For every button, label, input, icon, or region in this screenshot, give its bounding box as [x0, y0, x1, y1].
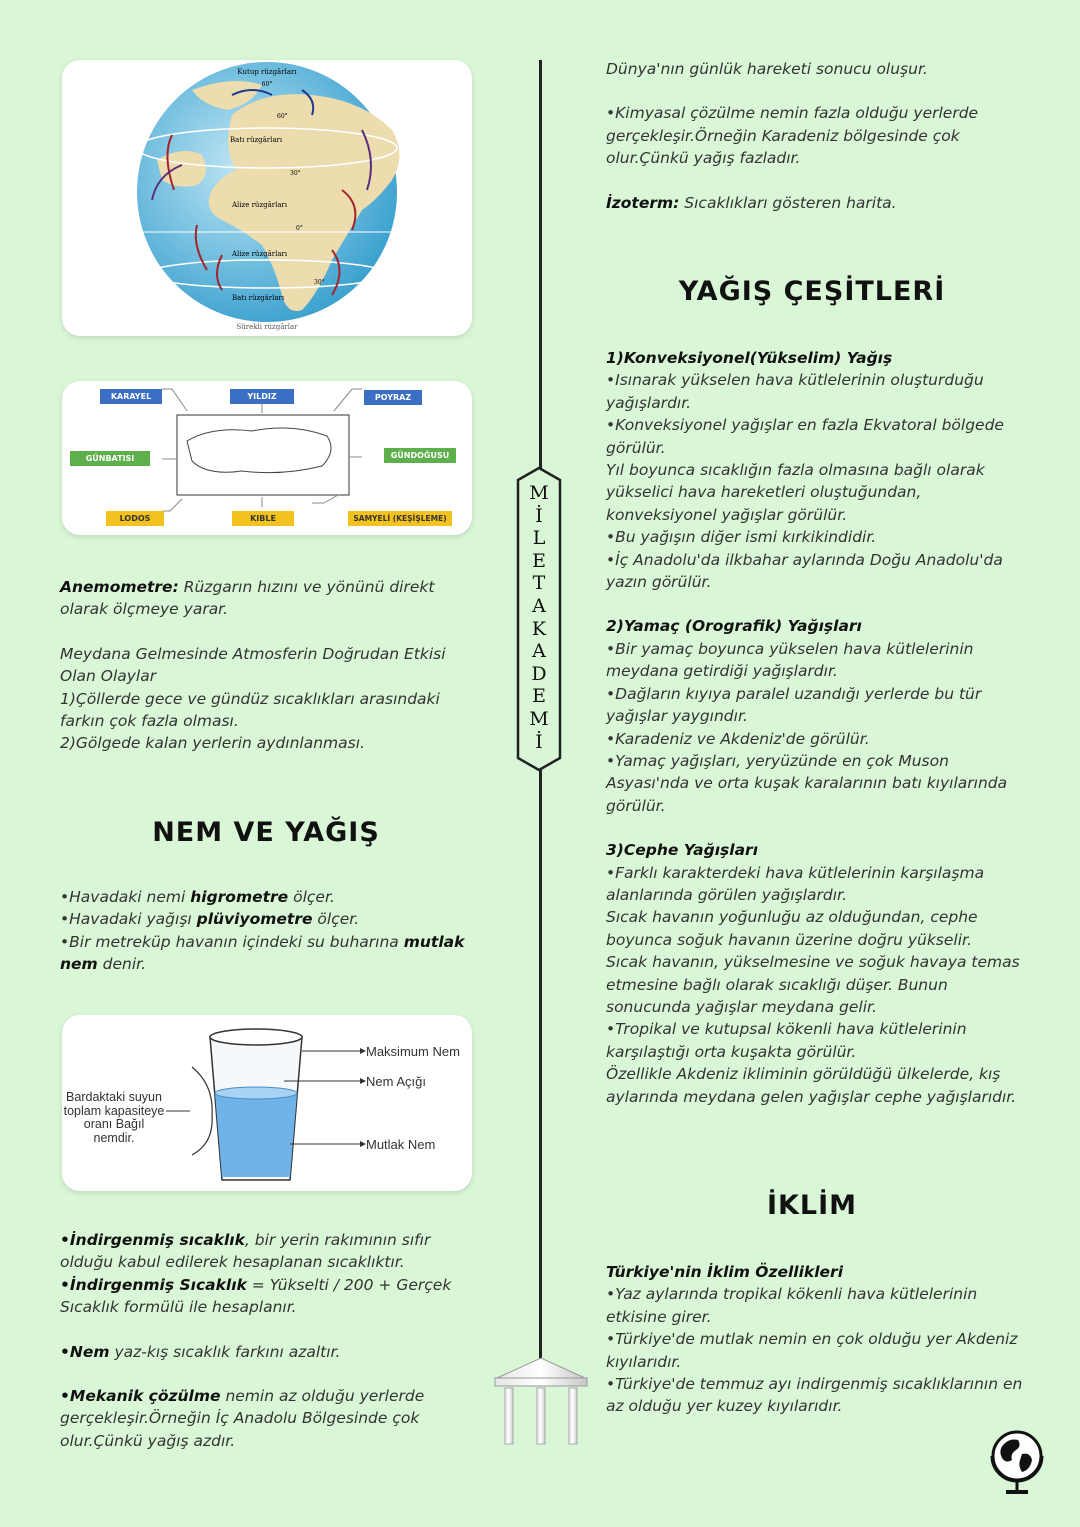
wind-label-kible: KIBLE — [232, 511, 294, 526]
yamac-line: •Dağların kıyıya paralel uzandığı yerlerde bu tür yağışlar yaygındır. — [606, 684, 982, 726]
temple-icon — [493, 1356, 589, 1448]
cephe-list — [606, 862, 1026, 1108]
ind-item-1: •İndirgenmiş sıcaklık, bir yerin rakımının sıfır olduğu kabul edilerek hesaplanan sıcaklıktır. — [60, 1231, 431, 1272]
cephe-line: Sıcak havanın yoğunluğu az olduğundan, cephe boyunca soğuk havanın üzerine doğru yükselir. — [606, 908, 978, 949]
badge-letter: E — [532, 549, 546, 572]
badge-letter: A — [532, 594, 546, 617]
atmos-item-1: 1)Çöllerde gece ve gündüz sıcaklıkları arasındaki farkın çok fazla olması. — [60, 689, 440, 731]
badge-letter: K — [531, 617, 547, 640]
globe-label: 60° — [277, 113, 288, 120]
yamac-title: 2)Yamaç (Orografik) Yağışları — [606, 617, 862, 636]
wind-label-gundogusu: GÜNDOĞUSU — [384, 448, 456, 463]
cephe-title: 3)Cephe Yağışları — [606, 841, 759, 860]
konv-line: •Bu yağışın diğer ismi kırkikindidir. — [606, 528, 877, 547]
iklim-line: •Türkiye'de temmuz ayı indirgenmiş sıcaklıklarının en az olduğu yer kuzey kıyılarıdır. — [606, 1375, 1023, 1416]
divider-line-bottom — [539, 770, 542, 1360]
izoterm: İzoterm: Sıcaklıkları gösteren harita. — [606, 193, 897, 212]
kimyasal-cozulme: •Kimyasal çözülme nemin fazla olduğu yerlerde gerçekleşir.Örneğin Karadeniz bölgesinde çok olur.Çünkü yağış fazladır. — [606, 104, 979, 168]
globe-label: Alize rüzgârları — [232, 250, 288, 258]
anemometre-term: Anemometre: — [60, 578, 179, 596]
globe-caption: Sürekli rüzgârlar — [236, 323, 298, 331]
heading-iklim: İKLİM — [766, 1190, 858, 1221]
nem-block — [60, 886, 470, 976]
globe-label: Batı rüzgârları — [230, 136, 283, 144]
atmos-title: Meydana Gelmesinde Atmosferin Doğrudan Etkisi Olan Olaylar — [60, 644, 446, 686]
glass-label-nem-acigi: Nem Açığı — [366, 1074, 426, 1089]
cephe-line: •Tropikal ve kutupsal kökenli hava kütlelerinin karşılaştığı orta kuşakta görülür. — [606, 1020, 967, 1061]
badge-letter: D — [531, 662, 547, 685]
nem-item-higrometre: •Havadaki nemi higrometre ölçer. — [60, 888, 335, 906]
cephe-line: •Farklı karakterdeki hava kütlelerinin karşılaşma alanlarında görülen yağışlardır. — [606, 863, 985, 904]
mekanik-cozulme: •Mekanik çözülme nemin az olduğu yerlerde gerçekleşir.Örneğin İç Anadolu Bölgesinde çok olur.Çünkü yağış azdır. — [60, 1387, 425, 1450]
badge-letter: M — [529, 707, 549, 730]
badge-letter: L — [532, 527, 546, 550]
nem-effect: •Nem yaz-kış sıcaklık farkını azaltır. — [60, 1342, 341, 1361]
konv-title: 1)Konveksiyonel(Yükselim) Yağış — [606, 349, 893, 367]
anemometre-block — [60, 576, 470, 755]
globe-label: 30° — [290, 170, 301, 177]
iklim-list — [606, 1283, 1026, 1417]
globe-label: Kutup rüzgârları — [237, 68, 297, 76]
heading-nem-ve-yagis: NEM VE YAĞIŞ — [152, 817, 380, 848]
anemometre-text: Rüzgarın hızını ve yönünü direkt olarak ölçmeye yarar. — [60, 578, 435, 619]
konv-line: •Isınarak yükselen hava kütlelerinin oluşturduğu yağışlardır. — [606, 371, 984, 412]
heading-yagis-cesitleri: YAĞIŞ ÇEŞİTLERİ — [678, 276, 946, 307]
iklim-title: Türkiye'nin İklim Özellikleri — [606, 1263, 844, 1281]
yagis-block — [606, 347, 1026, 1108]
globe-label: 30° — [314, 279, 325, 286]
yamac-list — [606, 638, 1026, 817]
iklim-block — [606, 1261, 1026, 1418]
wind-label-gunbatisi: GÜNBATISI — [70, 451, 150, 466]
iklim-line: •Yaz aylarında tropikal kökenli hava kütlelerinin etkisine girer. — [606, 1285, 978, 1326]
glass-label-bagil: Bardaktaki suyun toplam kapasiteye oranı Bağıl nemdir. — [63, 1090, 165, 1145]
globe-label: 60° — [261, 81, 273, 88]
yamac-line: •Bir yamaç boyunca yükselen hava kütlelerinin meydana getirdiği yağışlardır. — [606, 639, 974, 681]
wind-label-karayel: KARAYEL — [100, 389, 162, 404]
academy-name — [516, 482, 562, 753]
wind-label-samyeli: SAMYELİ (KEŞİŞLEME) — [348, 511, 452, 526]
badge-letter: M — [529, 482, 549, 504]
globe-illustration — [62, 60, 472, 336]
globe-label: Alize rüzgârları — [232, 201, 288, 209]
divider-line-top — [539, 60, 542, 470]
konv-list — [606, 369, 1026, 593]
badge-letter: A — [532, 640, 546, 663]
yamac-line: •Yamaç yağışları, yeryüzünde en çok Muson Asyası'nda ve orta kuşak karalarının batı kıyılarında görülür. — [606, 751, 1008, 815]
atmos-item-2: 2)Gölgede kalan yerlerin aydınlanması. — [60, 734, 365, 753]
globe-label: 0° — [296, 225, 303, 232]
badge-letter: İ — [535, 730, 543, 753]
badge-letter: İ — [535, 504, 543, 527]
glass-label-mutlak: Mutlak Nem — [366, 1137, 436, 1152]
globe-icon — [986, 1424, 1048, 1500]
globe-card — [62, 60, 472, 336]
iklim-line: •Türkiye'de mutlak nemin en çok olduğu yer Akdeniz kıyılarıdır. — [606, 1330, 1018, 1371]
nem-item-pluviyometre: •Havadaki yağışı plüviyometre ölçer. — [60, 910, 360, 929]
humidity-glass-card — [62, 1015, 472, 1191]
glass-label-maksimum: Maksimum Nem — [366, 1044, 460, 1059]
konv-line: Yıl boyunca sıcaklığın fazla olmasına bağlı olarak yükselici hava hareketleri oluştuğundan, konveksiyonel yağışlar görülür. — [606, 461, 985, 524]
globe-label: Batı rüzgârları — [232, 294, 285, 302]
cephe-line: Özellikle Akdeniz ikliminin görüldüğü ülkelerde, kış aylarında meydana gelen yağışlar cephe yağışlarıdır. — [606, 1065, 1017, 1106]
daily-motion-text: Dünya'nın günlük hareketi sonucu oluşur. — [606, 60, 928, 78]
badge-letter: E — [532, 685, 546, 708]
ind-item-2: •İndirgenmiş Sıcaklık = Yükselti / 200 + Gerçek Sıcaklık formülü ile hesaplanır. — [60, 1275, 452, 1317]
wind-label-poyraz: POYRAZ — [364, 390, 422, 405]
wind-label-yildiz: YILDIZ — [230, 389, 294, 404]
right-top-block — [606, 58, 1026, 214]
yamac-line: •Karadeniz ve Akdeniz'de görülür. — [606, 729, 870, 748]
konv-line: •İç Anadolu'da ilkbahar aylarında Doğu Anadolu'da yazın görülür. — [606, 550, 1003, 592]
nem-item-mutlak: •Bir metreküp havanın içindeki su buharına mutlak nem denir. — [60, 932, 465, 974]
indirgenmis-block — [60, 1229, 470, 1452]
wind-directions-card — [62, 381, 472, 535]
badge-letter: T — [532, 572, 546, 595]
wind-label-lodos: LODOS — [106, 511, 164, 526]
cephe-line: Sıcak havanın, yükselmesine ve soğuk havaya temas etmesine bağlı olarak sıcaklığı düşer. Bunun sonucunda yağışlar meydana gelir. — [606, 953, 1020, 1016]
konv-line: •Konveksiyonel yağışlar en fazla Ekvatoral bölgede görülür. — [606, 416, 1004, 457]
